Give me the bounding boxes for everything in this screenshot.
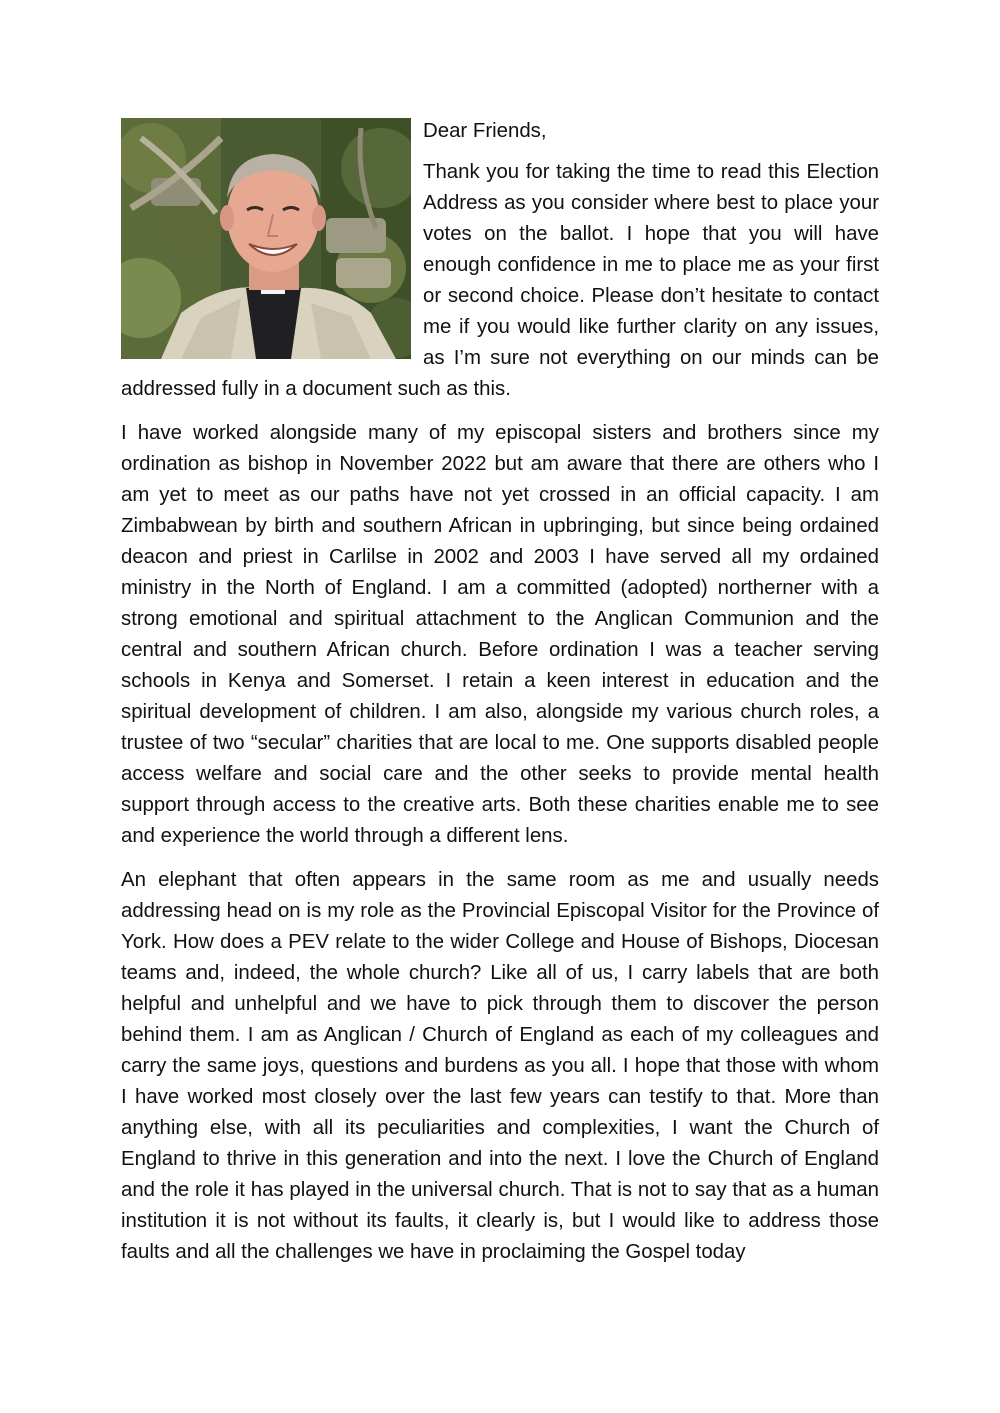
paragraph-background: I have worked alongside many of my episcopal sisters and brothers since my ordination as bishop in November 2022 but am aware that there are others who I am yet to meet as our paths have not yet crossed in an official capacity. I am Zimbabwean by birth and southern African in upbringing, but since being ordained deacon and priest in Carlilse in 2002 and 2003 I have served all my ordained ministry in the North of England. I am a committed (adopted) northerner with a strong emotional and spiritual attachment to the Anglican Communion and the central and southern African church. Before ordination I was a teacher serving schools in Kenya and Somerset. I retain a keen interest in education and the spiritual development of children. I am also, alongside my various church roles, a trustee of two “secular” charities that are local to me. One supports disabled people access welfare and social care and the other seeks to provide mental health support through access to the creative arts. Both these charities enable me to see and experience the world through a different lens.	[121, 422, 879, 847]
paragraph-intro: Thank you for taking the time to read this Election Address as you consider where best to place your votes on the ballot. I hope that you will have enough confidence in me to place me as your first or second choice. Please don’t hesitate to contact me if you would like further clarity on any issues, as I’m sure not everything on our minds can be addressed fully in a document such as this.	[121, 161, 879, 400]
portrait-illustration	[121, 118, 411, 359]
portrait-photo	[121, 118, 411, 359]
paragraph-pev-role: An elephant that often appears in the same room as me and usually needs addressing head on is my role as the Provincial Episcopal Visitor for the Province of York. How does a PEV relate to the wider College and House of Bishops, Diocesan teams and, indeed, the whole church? Like all of us, I carry labels that are both helpful and unhelpful and we have to pick through them to discover the person behind them. I am as Anglican / Church of England as each of my colleagues and carry the same joys, questions and burdens as you all. I hope that those with whom I have worked most closely over the last few years can testify to that. More than anything else, with all its peculiarities and complexities, I want the Church of England to thrive in this generation and into the next. I love the Church of England and the role it has played in the universal church. That is not to say that as a human institution it is not without its faults, it clearly is, but I would like to address those faults and all the challenges we have in proclaiming the Gospel today	[121, 869, 879, 1263]
election-address-page	[121, 116, 879, 1281]
salutation: Dear Friends,	[423, 120, 547, 142]
